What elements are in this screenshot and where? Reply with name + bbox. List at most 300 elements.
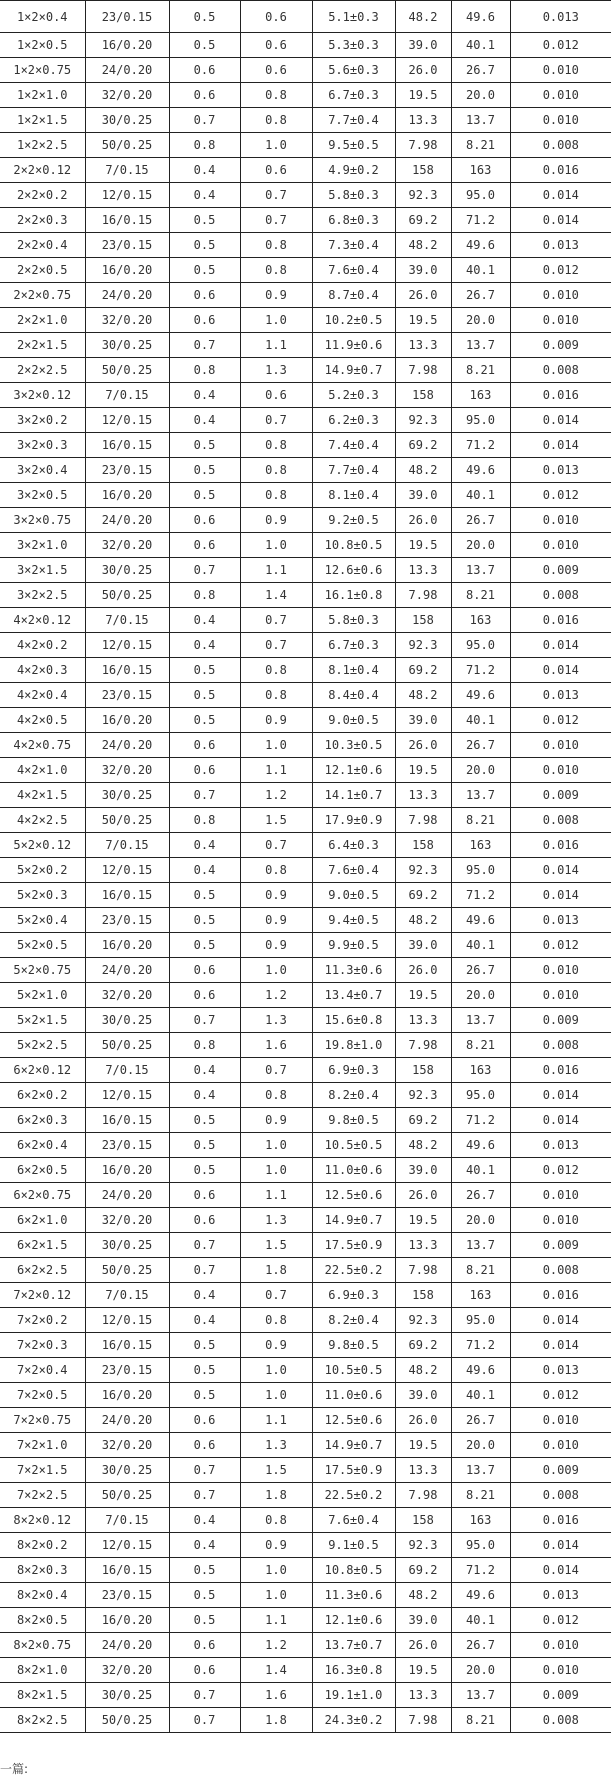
table-cell: 0.009	[510, 1008, 611, 1033]
table-cell: 30/0.25	[85, 1683, 169, 1708]
table-cell: 0.5	[169, 483, 240, 508]
table-cell: 0.010	[510, 283, 611, 308]
table-row	[0, 308, 611, 333]
table-cell: 0.012	[510, 1608, 611, 1633]
table-cell: 0.4	[169, 158, 240, 183]
table-cell: 10.5±0.5	[312, 1133, 395, 1158]
table-cell: 49.6	[451, 1583, 510, 1608]
table-cell: 92.3	[395, 858, 451, 883]
table-cell: 0.012	[510, 708, 611, 733]
table-cell: 26.0	[395, 58, 451, 83]
table-cell: 71.2	[451, 883, 510, 908]
table-cell: 0.4	[169, 1083, 240, 1108]
table-cell: 69.2	[395, 1558, 451, 1583]
table-cell: 2×2×0.2	[0, 183, 85, 208]
table-cell: 5×2×0.2	[0, 858, 85, 883]
table-cell: 11.0±0.6	[312, 1383, 395, 1408]
table-cell: 23/0.15	[85, 908, 169, 933]
table-cell: 30/0.25	[85, 1233, 169, 1258]
table-row	[0, 358, 611, 383]
table-cell: 49.6	[451, 458, 510, 483]
table-cell: 0.8	[240, 658, 312, 683]
table-cell: 0.013	[510, 1583, 611, 1608]
table-cell: 0.5	[169, 883, 240, 908]
table-cell: 0.5	[169, 1, 240, 33]
table-cell: 0.8	[240, 233, 312, 258]
table-cell: 0.016	[510, 833, 611, 858]
table-cell: 6×2×0.3	[0, 1108, 85, 1133]
table-row	[0, 1558, 611, 1583]
table-row	[0, 858, 611, 883]
table-cell: 0.010	[510, 1633, 611, 1658]
table-cell: 1.1	[240, 1408, 312, 1433]
table-cell: 13.3	[395, 333, 451, 358]
table-cell: 6.9±0.3	[312, 1283, 395, 1308]
table-row	[0, 1133, 611, 1158]
table-cell: 1.2	[240, 983, 312, 1008]
table-cell: 7/0.15	[85, 608, 169, 633]
table-cell: 40.1	[451, 33, 510, 58]
table-row	[0, 108, 611, 133]
table-cell: 0.4	[169, 833, 240, 858]
table-cell: 40.1	[451, 708, 510, 733]
table-cell: 0.014	[510, 633, 611, 658]
table-cell: 10.8±0.5	[312, 1558, 395, 1583]
table-cell: 23/0.15	[85, 458, 169, 483]
table-cell: 69.2	[395, 1108, 451, 1133]
table-cell: 0.014	[510, 1108, 611, 1133]
table-cell: 0.010	[510, 1658, 611, 1683]
table-cell: 0.016	[510, 383, 611, 408]
table-cell: 0.5	[169, 1608, 240, 1633]
table-cell: 0.008	[510, 1258, 611, 1283]
table-cell: 0.5	[169, 1108, 240, 1133]
table-cell: 0.012	[510, 258, 611, 283]
table-cell: 50/0.25	[85, 358, 169, 383]
table-cell: 39.0	[395, 33, 451, 58]
table-cell: 69.2	[395, 883, 451, 908]
table-cell: 0.4	[169, 633, 240, 658]
table-row	[0, 1608, 611, 1633]
table-cell: 8×2×2.5	[0, 1708, 85, 1733]
table-cell: 7.98	[395, 583, 451, 608]
table-cell: 95.0	[451, 858, 510, 883]
table-cell: 7.6±0.4	[312, 858, 395, 883]
table-cell: 10.8±0.5	[312, 533, 395, 558]
table-cell: 92.3	[395, 408, 451, 433]
table-cell: 8.1±0.4	[312, 483, 395, 508]
table-cell: 23/0.15	[85, 1583, 169, 1608]
table-cell: 5.1±0.3	[312, 1, 395, 33]
table-cell: 4×2×1.0	[0, 758, 85, 783]
table-cell: 0.016	[510, 1508, 611, 1533]
table-cell: 8.21	[451, 1033, 510, 1058]
table-cell: 32/0.20	[85, 83, 169, 108]
table-cell: 95.0	[451, 408, 510, 433]
table-cell: 0.5	[169, 258, 240, 283]
table-cell: 13.7	[451, 1233, 510, 1258]
table-cell: 4×2×0.2	[0, 633, 85, 658]
table-cell: 0.008	[510, 583, 611, 608]
table-cell: 1.0	[240, 133, 312, 158]
table-cell: 1×2×0.4	[0, 1, 85, 33]
table-cell: 163	[451, 158, 510, 183]
table-cell: 26.7	[451, 733, 510, 758]
table-cell: 0.8	[240, 458, 312, 483]
table-cell: 0.6	[240, 1, 312, 33]
table-cell: 1.0	[240, 1558, 312, 1583]
table-cell: 13.3	[395, 783, 451, 808]
table-cell: 0.8	[169, 1033, 240, 1058]
table-cell: 3×2×0.12	[0, 383, 85, 408]
table-row	[0, 1508, 611, 1533]
table-cell: 9.2±0.5	[312, 508, 395, 533]
table-cell: 1.0	[240, 1383, 312, 1408]
table-cell: 0.6	[169, 1658, 240, 1683]
table-cell: 16/0.15	[85, 658, 169, 683]
table-cell: 7.98	[395, 1708, 451, 1733]
table-cell: 1.0	[240, 958, 312, 983]
table-cell: 8.21	[451, 808, 510, 833]
table-cell: 24.3±0.2	[312, 1708, 395, 1733]
table-cell: 7×2×0.4	[0, 1358, 85, 1383]
table-cell: 16/0.15	[85, 1108, 169, 1133]
table-cell: 26.7	[451, 58, 510, 83]
table-cell: 0.6	[169, 83, 240, 108]
table-cell: 0.014	[510, 208, 611, 233]
table-cell: 19.5	[395, 1433, 451, 1458]
table-cell: 1.1	[240, 558, 312, 583]
table-cell: 0.8	[240, 108, 312, 133]
table-cell: 0.8	[240, 483, 312, 508]
table-cell: 0.016	[510, 1283, 611, 1308]
table-cell: 1.2	[240, 783, 312, 808]
table-cell: 1.4	[240, 1658, 312, 1683]
table-cell: 11.0±0.6	[312, 1158, 395, 1183]
table-cell: 30/0.25	[85, 1008, 169, 1033]
table-cell: 7.7±0.4	[312, 108, 395, 133]
table-cell: 0.012	[510, 483, 611, 508]
table-cell: 0.010	[510, 1183, 611, 1208]
table-cell: 92.3	[395, 1083, 451, 1108]
table-cell: 1.5	[240, 1233, 312, 1258]
table-cell: 13.3	[395, 1008, 451, 1033]
table-cell: 5.3±0.3	[312, 33, 395, 58]
table-row	[0, 908, 611, 933]
table-cell: 0.4	[169, 408, 240, 433]
table-cell: 13.7	[451, 783, 510, 808]
table-cell: 8.1±0.4	[312, 658, 395, 683]
table-cell: 16/0.20	[85, 483, 169, 508]
table-cell: 16/0.20	[85, 708, 169, 733]
table-cell: 5.6±0.3	[312, 58, 395, 83]
table-cell: 7.3±0.4	[312, 233, 395, 258]
table-cell: 71.2	[451, 1333, 510, 1358]
table-cell: 13.3	[395, 558, 451, 583]
table-cell: 40.1	[451, 483, 510, 508]
table-cell: 1×2×0.75	[0, 58, 85, 83]
table-cell: 16/0.15	[85, 208, 169, 233]
table-cell: 2×2×1.0	[0, 308, 85, 333]
table-cell: 40.1	[451, 1608, 510, 1633]
table-cell: 12/0.15	[85, 633, 169, 658]
table-cell: 7.4±0.4	[312, 433, 395, 458]
table-cell: 7×2×1.5	[0, 1458, 85, 1483]
table-cell: 3×2×0.75	[0, 508, 85, 533]
table-row	[0, 1483, 611, 1508]
table-cell: 8×2×0.75	[0, 1633, 85, 1658]
table-cell: 1.8	[240, 1483, 312, 1508]
table-cell: 0.008	[510, 808, 611, 833]
table-cell: 8.21	[451, 1483, 510, 1508]
table-cell: 0.4	[169, 1308, 240, 1333]
table-cell: 9.8±0.5	[312, 1108, 395, 1133]
table-cell: 7/0.15	[85, 1058, 169, 1083]
table-cell: 8.21	[451, 1708, 510, 1733]
table-cell: 0.6	[169, 983, 240, 1008]
table-cell: 0.014	[510, 1333, 611, 1358]
table-cell: 1.1	[240, 1608, 312, 1633]
table-cell: 9.1±0.5	[312, 1533, 395, 1558]
previous-article-link[interactable]: 一篇:	[0, 1762, 29, 1776]
table-cell: 12.6±0.6	[312, 558, 395, 583]
table-cell: 26.0	[395, 733, 451, 758]
table-cell: 0.5	[169, 1583, 240, 1608]
table-cell: 22.5±0.2	[312, 1483, 395, 1508]
table-cell: 19.5	[395, 83, 451, 108]
table-row	[0, 658, 611, 683]
table-cell: 26.7	[451, 283, 510, 308]
table-cell: 95.0	[451, 1083, 510, 1108]
table-cell: 163	[451, 833, 510, 858]
table-cell: 39.0	[395, 1608, 451, 1633]
table-cell: 95.0	[451, 183, 510, 208]
table-cell: 0.9	[240, 933, 312, 958]
table-cell: 0.6	[169, 1408, 240, 1433]
table-cell: 1.0	[240, 1358, 312, 1383]
table-cell: 8.21	[451, 1258, 510, 1283]
table-cell: 24/0.20	[85, 1183, 169, 1208]
table-cell: 11.3±0.6	[312, 1583, 395, 1608]
table-cell: 0.8	[240, 683, 312, 708]
table-row	[0, 558, 611, 583]
table-cell: 5×2×1.5	[0, 1008, 85, 1033]
table-cell: 92.3	[395, 633, 451, 658]
table-cell: 0.6	[169, 58, 240, 83]
table-cell: 4×2×0.3	[0, 658, 85, 683]
table-cell: 0.6	[240, 158, 312, 183]
table-cell: 0.014	[510, 658, 611, 683]
table-cell: 0.010	[510, 733, 611, 758]
table-cell: 30/0.25	[85, 1458, 169, 1483]
table-cell: 5×2×0.12	[0, 833, 85, 858]
table-row	[0, 683, 611, 708]
table-row	[0, 483, 611, 508]
table-cell: 19.5	[395, 1208, 451, 1233]
table-cell: 6×2×0.5	[0, 1158, 85, 1183]
table-cell: 0.014	[510, 183, 611, 208]
table-cell: 6×2×1.5	[0, 1233, 85, 1258]
table-cell: 0.010	[510, 508, 611, 533]
table-cell: 0.012	[510, 1383, 611, 1408]
table-cell: 0.5	[169, 433, 240, 458]
table-cell: 39.0	[395, 258, 451, 283]
table-cell: 158	[395, 158, 451, 183]
table-cell: 26.7	[451, 958, 510, 983]
table-cell: 3×2×2.5	[0, 583, 85, 608]
table-row	[0, 1358, 611, 1383]
table-row	[0, 1708, 611, 1733]
table-cell: 0.7	[169, 1233, 240, 1258]
table-row	[0, 1458, 611, 1483]
table-cell: 5×2×0.75	[0, 958, 85, 983]
table-cell: 40.1	[451, 258, 510, 283]
table-cell: 13.7±0.7	[312, 1633, 395, 1658]
table-cell: 3×2×0.2	[0, 408, 85, 433]
table-cell: 0.010	[510, 1433, 611, 1458]
table-cell: 16/0.20	[85, 1383, 169, 1408]
table-cell: 0.009	[510, 333, 611, 358]
table-cell: 4×2×0.75	[0, 733, 85, 758]
table-row	[0, 783, 611, 808]
table-cell: 1.8	[240, 1708, 312, 1733]
table-cell: 8.2±0.4	[312, 1308, 395, 1333]
table-cell: 0.4	[169, 1058, 240, 1083]
table-cell: 1.3	[240, 1008, 312, 1033]
table-cell: 0.7	[240, 633, 312, 658]
table-cell: 12.5±0.6	[312, 1183, 395, 1208]
table-cell: 0.5	[169, 658, 240, 683]
table-cell: 8.4±0.4	[312, 683, 395, 708]
table-cell: 95.0	[451, 633, 510, 658]
table-cell: 39.0	[395, 708, 451, 733]
table-cell: 1×2×0.5	[0, 33, 85, 58]
table-row	[0, 1008, 611, 1033]
table-cell: 0.7	[169, 1008, 240, 1033]
table-cell: 0.4	[169, 383, 240, 408]
table-cell: 6.7±0.3	[312, 633, 395, 658]
table-cell: 0.6	[169, 533, 240, 558]
table-cell: 30/0.25	[85, 558, 169, 583]
table-cell: 5×2×0.5	[0, 933, 85, 958]
table-cell: 49.6	[451, 233, 510, 258]
table-cell: 0.013	[510, 683, 611, 708]
table-cell: 24/0.20	[85, 1633, 169, 1658]
table-cell: 0.8	[169, 808, 240, 833]
table-cell: 92.3	[395, 1308, 451, 1333]
table-cell: 4×2×0.5	[0, 708, 85, 733]
table-cell: 39.0	[395, 1383, 451, 1408]
table-cell: 26.7	[451, 1408, 510, 1433]
table-row	[0, 133, 611, 158]
table-row	[0, 833, 611, 858]
table-cell: 23/0.15	[85, 683, 169, 708]
table-row	[0, 183, 611, 208]
table-cell: 7.98	[395, 133, 451, 158]
table-cell: 48.2	[395, 683, 451, 708]
table-cell: 49.6	[451, 1358, 510, 1383]
table-cell: 32/0.20	[85, 1658, 169, 1683]
table-cell: 0.013	[510, 1133, 611, 1158]
table-cell: 2×2×0.75	[0, 283, 85, 308]
table-cell: 0.010	[510, 83, 611, 108]
table-row	[0, 258, 611, 283]
table-cell: 13.7	[451, 333, 510, 358]
table-cell: 8×2×1.5	[0, 1683, 85, 1708]
table-row	[0, 708, 611, 733]
table-cell: 0.9	[240, 1533, 312, 1558]
table-cell: 0.7	[169, 108, 240, 133]
table-cell: 22.5±0.2	[312, 1258, 395, 1283]
table-cell: 20.0	[451, 1208, 510, 1233]
table-cell: 17.5±0.9	[312, 1233, 395, 1258]
table-cell: 0.008	[510, 133, 611, 158]
table-cell: 32/0.20	[85, 308, 169, 333]
table-cell: 6×2×1.0	[0, 1208, 85, 1233]
table-cell: 13.3	[395, 1233, 451, 1258]
table-row	[0, 1183, 611, 1208]
table-cell: 26.7	[451, 1183, 510, 1208]
table-cell: 0.6	[169, 1433, 240, 1458]
table-cell: 3×2×1.5	[0, 558, 85, 583]
table-cell: 19.5	[395, 983, 451, 1008]
table-row	[0, 1083, 611, 1108]
table-row	[0, 1308, 611, 1333]
table-cell: 7×2×0.12	[0, 1283, 85, 1308]
table-cell: 1.3	[240, 1433, 312, 1458]
table-cell: 0.7	[169, 333, 240, 358]
table-cell: 0.010	[510, 108, 611, 133]
table-cell: 0.013	[510, 1, 611, 33]
table-cell: 0.012	[510, 933, 611, 958]
table-cell: 8.7±0.4	[312, 283, 395, 308]
table-cell: 4×2×0.4	[0, 683, 85, 708]
table-cell: 12/0.15	[85, 1083, 169, 1108]
table-cell: 26.0	[395, 1633, 451, 1658]
table-cell: 40.1	[451, 1158, 510, 1183]
table-cell: 16.1±0.8	[312, 583, 395, 608]
table-cell: 1.8	[240, 1258, 312, 1283]
table-row	[0, 1633, 611, 1658]
table-cell: 16/0.20	[85, 933, 169, 958]
table-cell: 10.5±0.5	[312, 1358, 395, 1383]
table-cell: 32/0.20	[85, 758, 169, 783]
table-cell: 163	[451, 1058, 510, 1083]
table-row	[0, 58, 611, 83]
table-cell: 71.2	[451, 1558, 510, 1583]
table-row	[0, 633, 611, 658]
table-cell: 1.1	[240, 1183, 312, 1208]
table-cell: 0.008	[510, 358, 611, 383]
table-cell: 7.98	[395, 1258, 451, 1283]
table-cell: 40.1	[451, 1383, 510, 1408]
table-cell: 0.9	[240, 283, 312, 308]
table-cell: 12/0.15	[85, 183, 169, 208]
table-cell: 0.7	[169, 1458, 240, 1483]
table-cell: 0.8	[240, 858, 312, 883]
table-cell: 49.6	[451, 908, 510, 933]
table-cell: 0.8	[240, 1508, 312, 1533]
table-cell: 8×2×0.3	[0, 1558, 85, 1583]
table-cell: 0.5	[169, 1158, 240, 1183]
table-cell: 48.2	[395, 908, 451, 933]
table-cell: 0.7	[240, 408, 312, 433]
table-cell: 24/0.20	[85, 1408, 169, 1433]
table-cell: 0.008	[510, 1483, 611, 1508]
table-body	[0, 1, 611, 1733]
table-cell: 16/0.20	[85, 258, 169, 283]
table-cell: 26.0	[395, 958, 451, 983]
